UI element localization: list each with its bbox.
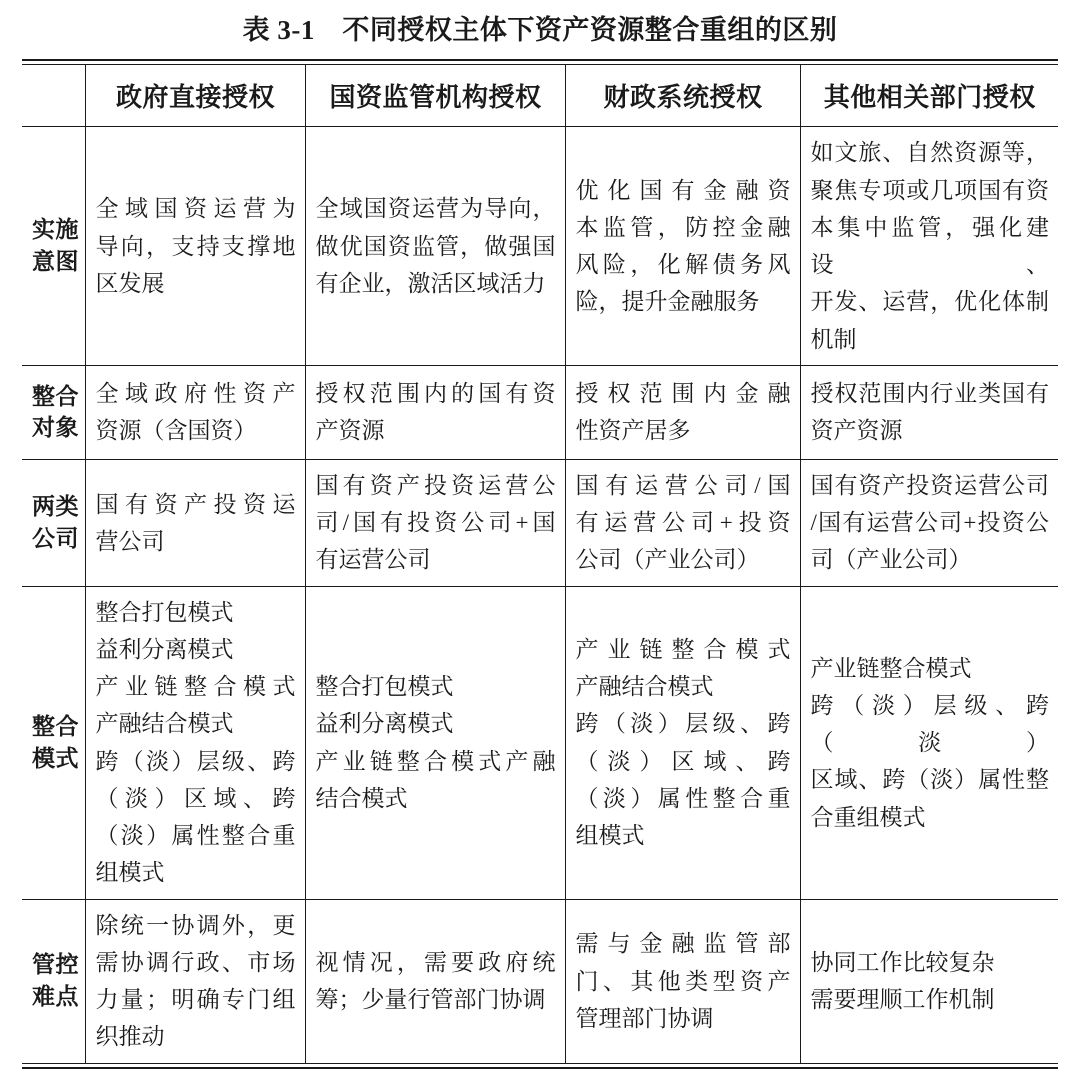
row-header-intent [22, 127, 85, 366]
cell-mode-sasac [305, 586, 565, 899]
column-header-3: 其他相关部门授权 [800, 65, 1058, 127]
cell-intent-finance [565, 127, 800, 366]
cell-intent-sasac [305, 127, 565, 366]
cell-text: 视情况，需要政府统 筹；少量行管部门协调 [315, 949, 556, 1013]
header-row [22, 65, 1058, 127]
cell-mode-finance [565, 586, 800, 899]
cell-company-finance [565, 459, 800, 586]
header-corner-blank [22, 65, 85, 127]
cell-text: 需与金融监管部 门、其他类型资产 管理部门协调 [575, 931, 791, 1031]
cell-company-sasac [305, 459, 565, 586]
row-header-line: 两类 [32, 493, 79, 520]
table-body [22, 127, 1058, 1063]
row-header-object [22, 365, 85, 459]
cell-text: 除统一协调外，更 需协调行政、市场 力量；明确专门组 织推动 [95, 912, 296, 1050]
cell-text: 国有资产投资运营公 司/国有投资公司+国 有运营公司 [315, 472, 556, 573]
table-row [22, 365, 1058, 459]
column-header-0: 政府直接授权 [85, 65, 305, 127]
cell-object-finance [565, 365, 800, 459]
cell-text: 授权范围内行业类国有 资产资源 [810, 381, 1049, 444]
table-row [22, 899, 1058, 1063]
row-header-company [22, 459, 85, 586]
row-header-control [22, 899, 85, 1063]
cell-text: 国有资产投资运营公司 /国有运营公司+投资公 司（产业公司） [810, 472, 1049, 573]
cell-company-gov [85, 459, 305, 586]
table-frame [22, 59, 1058, 1068]
cell-text: 授权范围内金融 性资产居多 [575, 381, 791, 444]
cell-control-gov [85, 899, 305, 1063]
cell-text: 全域国资运营为导向， 做优国资监管，做强国 有企业，激活区域活力 [315, 196, 556, 296]
cell-text: 国有运营公司/国 有运营公司+投资 公司（产业公司） [575, 472, 791, 573]
cell-object-other [800, 365, 1058, 459]
cell-text: 整合打包模式 益利分离模式 产业链整合模式 产融结合模式 跨（淡）层级、跨 （淡）区域、跨 （淡）属性整合重 组模式 [95, 599, 296, 886]
row-header-mode [22, 586, 85, 899]
cell-text: 如文旅、自然资源等， 聚焦专项或几项国有资 本集中监管，强化建设、 开发、运营，优化体制 机制 [810, 140, 1049, 352]
cell-object-sasac [305, 365, 565, 459]
cell-text: 协同工作比较复杂 需要理顺工作机制 [810, 949, 995, 1013]
table-caption: 表 3-1 不同授权主体下资产资源整合重组的区别 [242, 15, 838, 45]
cell-control-other [800, 899, 1058, 1063]
cell-control-sasac [305, 899, 565, 1063]
cell-text: 整合打包模式 益利分离模式 产业链整合模式产融 结合模式 [315, 674, 556, 811]
cell-intent-other [800, 127, 1058, 366]
table-row [22, 459, 1058, 586]
row-header-line: 模式 [32, 744, 79, 771]
table-row [22, 127, 1058, 366]
row-header-line: 整合 [32, 382, 79, 409]
row-header-line: 整合 [32, 712, 79, 739]
row-header-line: 意图 [32, 248, 79, 275]
row-header-line: 难点 [32, 983, 79, 1010]
table-row [22, 586, 1058, 899]
cell-mode-other [800, 586, 1058, 899]
cell-text: 全域国资运营为 导向，支持支撑地 区发展 [95, 196, 296, 296]
cell-text: 产业链整合模式 跨（淡）层级、跨（淡） 区域、跨（淡）属性整 合重组模式 [810, 655, 1049, 830]
column-header-2: 财政系统授权 [565, 65, 800, 127]
row-header-line: 对象 [32, 414, 79, 441]
cell-text: 产业链整合模式 产融结合模式 跨（淡）层级、跨 （淡）区域、跨 （淡）属性整合重 组模式 [575, 636, 791, 849]
row-header-line: 实施 [32, 216, 79, 243]
comparison-table [22, 64, 1058, 1063]
cell-intent-gov [85, 127, 305, 366]
column-header-1: 国资监管机构授权 [305, 65, 565, 127]
cell-text: 国有资产投资运 营公司 [95, 491, 296, 554]
cell-control-finance [565, 899, 800, 1063]
cell-company-other [800, 459, 1058, 586]
cell-text: 全域政府性资产 资源（含国资） [95, 381, 296, 444]
row-header-line: 管控 [32, 951, 79, 978]
row-header-line: 公司 [32, 524, 79, 551]
cell-text: 授权范围内的国有资 产资源 [315, 381, 556, 444]
cell-text: 优化国有金融资 本监管，防控金融 风险，化解债务风 险，提升金融服务 [575, 177, 791, 315]
cell-mode-gov [85, 586, 305, 899]
table-header [22, 65, 1058, 127]
cell-object-gov [85, 365, 305, 459]
